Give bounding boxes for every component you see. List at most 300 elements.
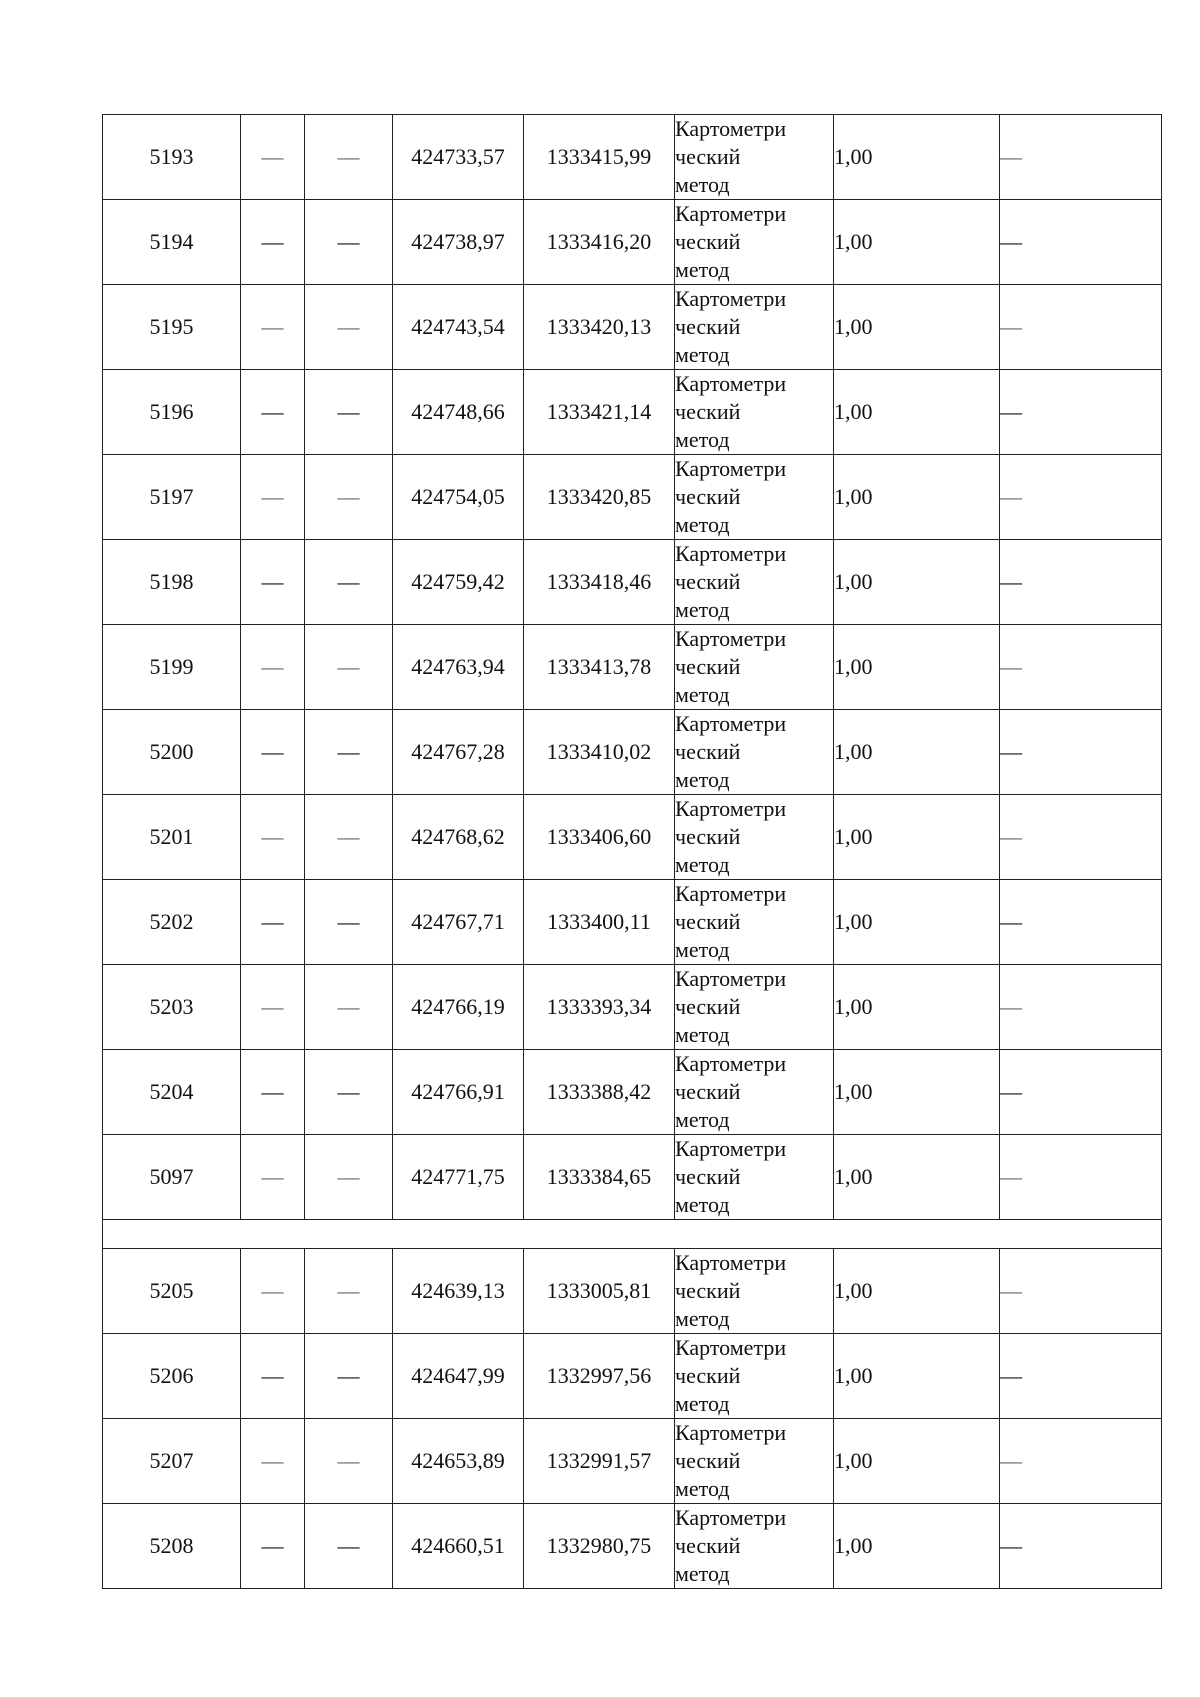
empty-dash-text: — xyxy=(337,399,360,424)
method-line: ческий xyxy=(675,314,741,339)
empty-dash-text: — xyxy=(337,824,360,849)
method-line: ческий xyxy=(675,569,741,594)
empty-dash-cell xyxy=(241,285,305,370)
coord-x-text: 424768,62 xyxy=(411,824,505,849)
method-cell xyxy=(675,540,834,625)
point-number-cell xyxy=(103,1249,241,1334)
coord-x-cell xyxy=(393,880,524,965)
coord-x-text: 424639,13 xyxy=(411,1278,505,1303)
coord-x-cell xyxy=(393,200,524,285)
method-line: Картометри xyxy=(675,541,787,566)
description-cell xyxy=(1000,540,1162,625)
empty-dash-cell xyxy=(305,795,393,880)
method-line: метод xyxy=(675,682,730,707)
description-cell xyxy=(1000,1050,1162,1135)
point-number-cell xyxy=(103,1419,241,1504)
table-row xyxy=(103,1419,1162,1504)
coord-x-cell xyxy=(393,1249,524,1334)
method-line: Картометри xyxy=(675,1335,787,1360)
method-cell xyxy=(675,1419,834,1504)
point-number-text: 5097 xyxy=(149,1164,194,1189)
method-line: ческий xyxy=(675,994,741,1019)
empty-dash-text: — xyxy=(337,144,360,169)
empty-dash-cell xyxy=(241,200,305,285)
empty-dash-cell xyxy=(241,625,305,710)
coord-y-cell xyxy=(524,285,675,370)
coord-y-text: 1333413,78 xyxy=(546,654,652,679)
coord-y-text: 1333388,42 xyxy=(546,1079,652,1104)
empty-dash-cell xyxy=(241,1334,305,1419)
coord-x-cell xyxy=(393,455,524,540)
coordinates-table xyxy=(102,114,1162,1589)
empty-dash-cell xyxy=(305,1249,393,1334)
method-line: ческий xyxy=(675,1079,741,1104)
method-line: Картометри xyxy=(675,881,787,906)
point-number-cell xyxy=(103,455,241,540)
table-row xyxy=(103,625,1162,710)
empty-dash-text: — xyxy=(337,654,360,679)
method-line: ческий xyxy=(675,1533,741,1558)
empty-dash-cell xyxy=(305,115,393,200)
method-line: Картометри xyxy=(675,796,787,821)
accuracy-cell xyxy=(834,710,1000,795)
accuracy-cell xyxy=(834,455,1000,540)
description-cell xyxy=(1000,370,1162,455)
empty-dash-text: — xyxy=(261,314,284,339)
empty-dash-cell xyxy=(305,285,393,370)
empty-dash-cell xyxy=(305,710,393,795)
method-line: метод xyxy=(675,1391,730,1416)
method-line: ческий xyxy=(675,1278,741,1303)
method-line: ческий xyxy=(675,909,741,934)
empty-dash-text: — xyxy=(337,229,360,254)
point-number-cell xyxy=(103,1050,241,1135)
method-cell xyxy=(675,1334,834,1419)
point-number-text: 5198 xyxy=(149,569,194,594)
empty-dash-text: — xyxy=(261,229,284,254)
empty-dash-cell xyxy=(241,795,305,880)
accuracy-cell xyxy=(834,625,1000,710)
point-number-cell xyxy=(103,1334,241,1419)
coord-y-text: 1332991,57 xyxy=(546,1448,652,1473)
point-number-text: 5205 xyxy=(149,1278,194,1303)
point-number-text: 5200 xyxy=(149,739,194,764)
method-line: метод xyxy=(675,172,730,197)
description-text: — xyxy=(1000,824,1022,849)
empty-dash-text: — xyxy=(261,1363,284,1388)
method-line: ческий xyxy=(675,1448,741,1473)
method-cell xyxy=(675,285,834,370)
accuracy-cell xyxy=(834,1334,1000,1419)
description-text: — xyxy=(1000,1533,1022,1558)
coord-y-text: 1332997,56 xyxy=(546,1363,652,1388)
coord-y-cell xyxy=(524,455,675,540)
method-line: ческий xyxy=(675,144,741,169)
accuracy-text: 1,00 xyxy=(834,739,873,764)
accuracy-text: 1,00 xyxy=(834,824,873,849)
coord-x-cell xyxy=(393,1135,524,1220)
coord-x-text: 424748,66 xyxy=(411,399,505,424)
accuracy-text: 1,00 xyxy=(834,484,873,509)
empty-dash-text: — xyxy=(337,1448,360,1473)
description-cell xyxy=(1000,625,1162,710)
coord-x-text: 424766,19 xyxy=(411,994,505,1019)
empty-dash-text: — xyxy=(261,484,284,509)
description-text: — xyxy=(1000,229,1022,254)
method-cell xyxy=(675,455,834,540)
empty-dash-text: — xyxy=(337,739,360,764)
method-line: ческий xyxy=(675,229,741,254)
empty-dash-text: — xyxy=(261,994,284,1019)
description-text: — xyxy=(1000,994,1022,1019)
coord-x-cell xyxy=(393,625,524,710)
coord-y-cell xyxy=(524,115,675,200)
point-number-cell xyxy=(103,965,241,1050)
description-cell xyxy=(1000,965,1162,1050)
coord-y-text: 1333418,46 xyxy=(546,569,652,594)
description-text: — xyxy=(1000,314,1022,339)
point-number-text: 5196 xyxy=(149,399,194,424)
description-text: — xyxy=(1000,484,1022,509)
coord-x-cell xyxy=(393,710,524,795)
method-cell xyxy=(675,625,834,710)
point-number-text: 5203 xyxy=(149,994,194,1019)
accuracy-cell xyxy=(834,285,1000,370)
empty-dash-text: — xyxy=(261,1278,284,1303)
point-number-text: 5197 xyxy=(149,484,194,509)
empty-dash-text: — xyxy=(261,739,284,764)
empty-dash-text: — xyxy=(261,1164,284,1189)
coord-x-text: 424767,71 xyxy=(411,909,505,934)
empty-dash-text: — xyxy=(337,1164,360,1189)
coord-x-text: 424771,75 xyxy=(411,1164,505,1189)
coord-y-cell xyxy=(524,795,675,880)
point-number-cell xyxy=(103,1135,241,1220)
method-line: метод xyxy=(675,1192,730,1217)
method-line: ческий xyxy=(675,484,741,509)
accuracy-text: 1,00 xyxy=(834,654,873,679)
empty-dash-cell xyxy=(241,1249,305,1334)
accuracy-cell xyxy=(834,540,1000,625)
method-line: Картометри xyxy=(675,1051,787,1076)
point-number-text: 5202 xyxy=(149,909,194,934)
method-line: Картометри xyxy=(675,966,787,991)
accuracy-text: 1,00 xyxy=(834,1448,873,1473)
coord-x-text: 424766,91 xyxy=(411,1079,505,1104)
description-text: — xyxy=(1000,739,1022,764)
coord-x-cell xyxy=(393,1419,524,1504)
description-text: — xyxy=(1000,909,1022,934)
method-line: Картометри xyxy=(675,1250,787,1275)
description-cell xyxy=(1000,115,1162,200)
description-text: — xyxy=(1000,1448,1022,1473)
accuracy-text: 1,00 xyxy=(834,1079,873,1104)
empty-dash-cell xyxy=(305,965,393,1050)
coord-x-text: 424647,99 xyxy=(411,1363,505,1388)
coord-x-text: 424754,05 xyxy=(411,484,505,509)
accuracy-text: 1,00 xyxy=(834,1363,873,1388)
table-row xyxy=(103,1504,1162,1589)
method-cell xyxy=(675,1050,834,1135)
point-number-cell xyxy=(103,540,241,625)
coord-x-text: 424759,42 xyxy=(411,569,505,594)
table-row xyxy=(103,540,1162,625)
empty-dash-text: — xyxy=(261,569,284,594)
empty-dash-cell xyxy=(241,1135,305,1220)
point-number-text: 5193 xyxy=(149,144,194,169)
method-line: Картометри xyxy=(675,1420,787,1445)
empty-dash-text: — xyxy=(337,909,360,934)
method-cell xyxy=(675,200,834,285)
description-text: — xyxy=(1000,1079,1022,1104)
method-line: метод xyxy=(675,852,730,877)
accuracy-text: 1,00 xyxy=(834,569,873,594)
coord-y-cell xyxy=(524,1050,675,1135)
coord-y-cell xyxy=(524,625,675,710)
description-text: — xyxy=(1000,144,1022,169)
method-line: Картометри xyxy=(675,711,787,736)
coord-x-cell xyxy=(393,1504,524,1589)
accuracy-text: 1,00 xyxy=(834,229,873,254)
empty-dash-text: — xyxy=(261,909,284,934)
method-line: Картометри xyxy=(675,201,787,226)
accuracy-text: 1,00 xyxy=(834,144,873,169)
method-cell xyxy=(675,880,834,965)
accuracy-cell xyxy=(834,200,1000,285)
empty-dash-cell xyxy=(241,115,305,200)
method-cell xyxy=(675,965,834,1050)
point-number-cell xyxy=(103,1504,241,1589)
point-number-cell xyxy=(103,200,241,285)
coord-x-cell xyxy=(393,285,524,370)
coord-y-text: 1333420,13 xyxy=(546,314,652,339)
empty-dash-cell xyxy=(241,455,305,540)
point-number-cell xyxy=(103,115,241,200)
coord-y-cell xyxy=(524,1135,675,1220)
accuracy-cell xyxy=(834,880,1000,965)
separator-cell xyxy=(103,1220,1162,1249)
empty-dash-cell xyxy=(305,540,393,625)
empty-dash-cell xyxy=(305,1135,393,1220)
description-cell xyxy=(1000,455,1162,540)
method-line: ческий xyxy=(675,399,741,424)
coord-y-cell xyxy=(524,200,675,285)
table-row xyxy=(103,200,1162,285)
empty-dash-cell xyxy=(305,1419,393,1504)
table-row xyxy=(103,115,1162,200)
coord-y-cell xyxy=(524,1419,675,1504)
point-number-text: 5199 xyxy=(149,654,194,679)
coord-y-text: 1333400,11 xyxy=(547,909,651,934)
method-cell xyxy=(675,1135,834,1220)
point-number-cell xyxy=(103,880,241,965)
empty-dash-text: — xyxy=(261,1533,284,1558)
empty-dash-text: — xyxy=(337,314,360,339)
empty-dash-cell xyxy=(305,370,393,455)
method-line: Картометри xyxy=(675,116,787,141)
empty-dash-cell xyxy=(241,1050,305,1135)
table-row xyxy=(103,965,1162,1050)
accuracy-cell xyxy=(834,1135,1000,1220)
table-row xyxy=(103,370,1162,455)
method-line: ческий xyxy=(675,654,741,679)
point-number-text: 5208 xyxy=(149,1533,194,1558)
description-cell xyxy=(1000,1504,1162,1589)
point-number-text: 5194 xyxy=(149,229,194,254)
coord-x-text: 424763,94 xyxy=(411,654,505,679)
empty-dash-cell xyxy=(305,455,393,540)
method-cell xyxy=(675,710,834,795)
method-line: метод xyxy=(675,597,730,622)
table-row xyxy=(103,1249,1162,1334)
accuracy-cell xyxy=(834,1249,1000,1334)
method-line: метод xyxy=(675,512,730,537)
table-row xyxy=(103,1334,1162,1419)
method-line: Картометри xyxy=(675,456,787,481)
empty-dash-text: — xyxy=(261,399,284,424)
coord-x-cell xyxy=(393,370,524,455)
coord-y-cell xyxy=(524,1334,675,1419)
table-row xyxy=(103,1135,1162,1220)
coord-y-text: 1333421,14 xyxy=(546,399,652,424)
point-number-cell xyxy=(103,370,241,455)
empty-dash-text: — xyxy=(337,1533,360,1558)
method-line: метод xyxy=(675,257,730,282)
coord-x-cell xyxy=(393,540,524,625)
table-row xyxy=(103,880,1162,965)
method-line: Картометри xyxy=(675,626,787,651)
table-body xyxy=(103,115,1162,1589)
method-line: метод xyxy=(675,427,730,452)
method-line: метод xyxy=(675,1561,730,1586)
empty-dash-cell xyxy=(241,965,305,1050)
point-number-text: 5195 xyxy=(149,314,194,339)
coord-y-text: 1333416,20 xyxy=(546,229,652,254)
method-cell xyxy=(675,1249,834,1334)
method-line: метод xyxy=(675,1107,730,1132)
coord-x-text: 424733,57 xyxy=(411,144,505,169)
empty-dash-text: — xyxy=(337,484,360,509)
table-row xyxy=(103,1050,1162,1135)
method-line: метод xyxy=(675,1476,730,1501)
method-line: Картометри xyxy=(675,1136,787,1161)
coord-x-text: 424767,28 xyxy=(411,739,505,764)
point-number-text: 5201 xyxy=(149,824,194,849)
accuracy-cell xyxy=(834,1050,1000,1135)
coord-x-cell xyxy=(393,115,524,200)
method-cell xyxy=(675,115,834,200)
coord-y-cell xyxy=(524,370,675,455)
coord-y-cell xyxy=(524,1504,675,1589)
description-cell xyxy=(1000,200,1162,285)
empty-dash-cell xyxy=(241,540,305,625)
method-line: Картометри xyxy=(675,371,787,396)
description-cell xyxy=(1000,1249,1162,1334)
empty-dash-text: — xyxy=(261,1448,284,1473)
method-line: ческий xyxy=(675,1164,741,1189)
description-cell xyxy=(1000,1135,1162,1220)
accuracy-cell xyxy=(834,965,1000,1050)
empty-dash-text: — xyxy=(337,1079,360,1104)
point-number-text: 5204 xyxy=(149,1079,194,1104)
coord-x-cell xyxy=(393,965,524,1050)
method-cell xyxy=(675,370,834,455)
coord-y-cell xyxy=(524,710,675,795)
empty-dash-text: — xyxy=(337,994,360,1019)
empty-dash-cell xyxy=(241,880,305,965)
coord-y-text: 1333384,65 xyxy=(546,1164,652,1189)
coord-x-text: 424653,89 xyxy=(411,1448,505,1473)
method-line: метод xyxy=(675,1306,730,1331)
empty-dash-cell xyxy=(241,710,305,795)
point-number-text: 5207 xyxy=(149,1448,194,1473)
description-text: — xyxy=(1000,1278,1022,1303)
description-cell xyxy=(1000,285,1162,370)
point-number-cell xyxy=(103,795,241,880)
accuracy-text: 1,00 xyxy=(834,399,873,424)
coord-y-text: 1333005,81 xyxy=(546,1278,652,1303)
point-number-cell xyxy=(103,285,241,370)
description-text: — xyxy=(1000,399,1022,424)
coord-y-text: 1332980,75 xyxy=(546,1533,652,1558)
empty-dash-cell xyxy=(305,1334,393,1419)
accuracy-text: 1,00 xyxy=(834,1278,873,1303)
method-line: метод xyxy=(675,1022,730,1047)
description-text: — xyxy=(1000,569,1022,594)
accuracy-text: 1,00 xyxy=(834,909,873,934)
description-cell xyxy=(1000,880,1162,965)
accuracy-cell xyxy=(834,795,1000,880)
coord-y-text: 1333393,34 xyxy=(546,994,652,1019)
empty-dash-text: — xyxy=(337,569,360,594)
empty-dash-text: — xyxy=(337,1278,360,1303)
method-cell xyxy=(675,795,834,880)
empty-dash-cell xyxy=(241,1419,305,1504)
coord-x-cell xyxy=(393,795,524,880)
table-row xyxy=(103,285,1162,370)
table-row xyxy=(103,795,1162,880)
coord-y-cell xyxy=(524,965,675,1050)
empty-dash-text: — xyxy=(261,824,284,849)
description-text: — xyxy=(1000,654,1022,679)
description-text: — xyxy=(1000,1164,1022,1189)
empty-dash-text: — xyxy=(261,1079,284,1104)
method-line: ческий xyxy=(675,824,741,849)
method-line: Картометри xyxy=(675,286,787,311)
coord-x-text: 424660,51 xyxy=(411,1533,505,1558)
empty-dash-text: — xyxy=(337,1363,360,1388)
method-line: ческий xyxy=(675,739,741,764)
empty-dash-cell xyxy=(305,625,393,710)
empty-dash-text: — xyxy=(261,654,284,679)
description-cell xyxy=(1000,1334,1162,1419)
empty-dash-cell xyxy=(305,1050,393,1135)
accuracy-cell xyxy=(834,115,1000,200)
table-row xyxy=(103,455,1162,540)
description-cell xyxy=(1000,795,1162,880)
coord-y-cell xyxy=(524,880,675,965)
method-line: метод xyxy=(675,767,730,792)
coord-x-text: 424738,97 xyxy=(411,229,505,254)
method-line: ческий xyxy=(675,1363,741,1388)
accuracy-text: 1,00 xyxy=(834,994,873,1019)
coord-y-cell xyxy=(524,1249,675,1334)
group-separator-row xyxy=(103,1220,1162,1249)
accuracy-cell xyxy=(834,1419,1000,1504)
point-number-cell xyxy=(103,710,241,795)
coord-y-text: 1333420,85 xyxy=(546,484,652,509)
method-cell xyxy=(675,1504,834,1589)
